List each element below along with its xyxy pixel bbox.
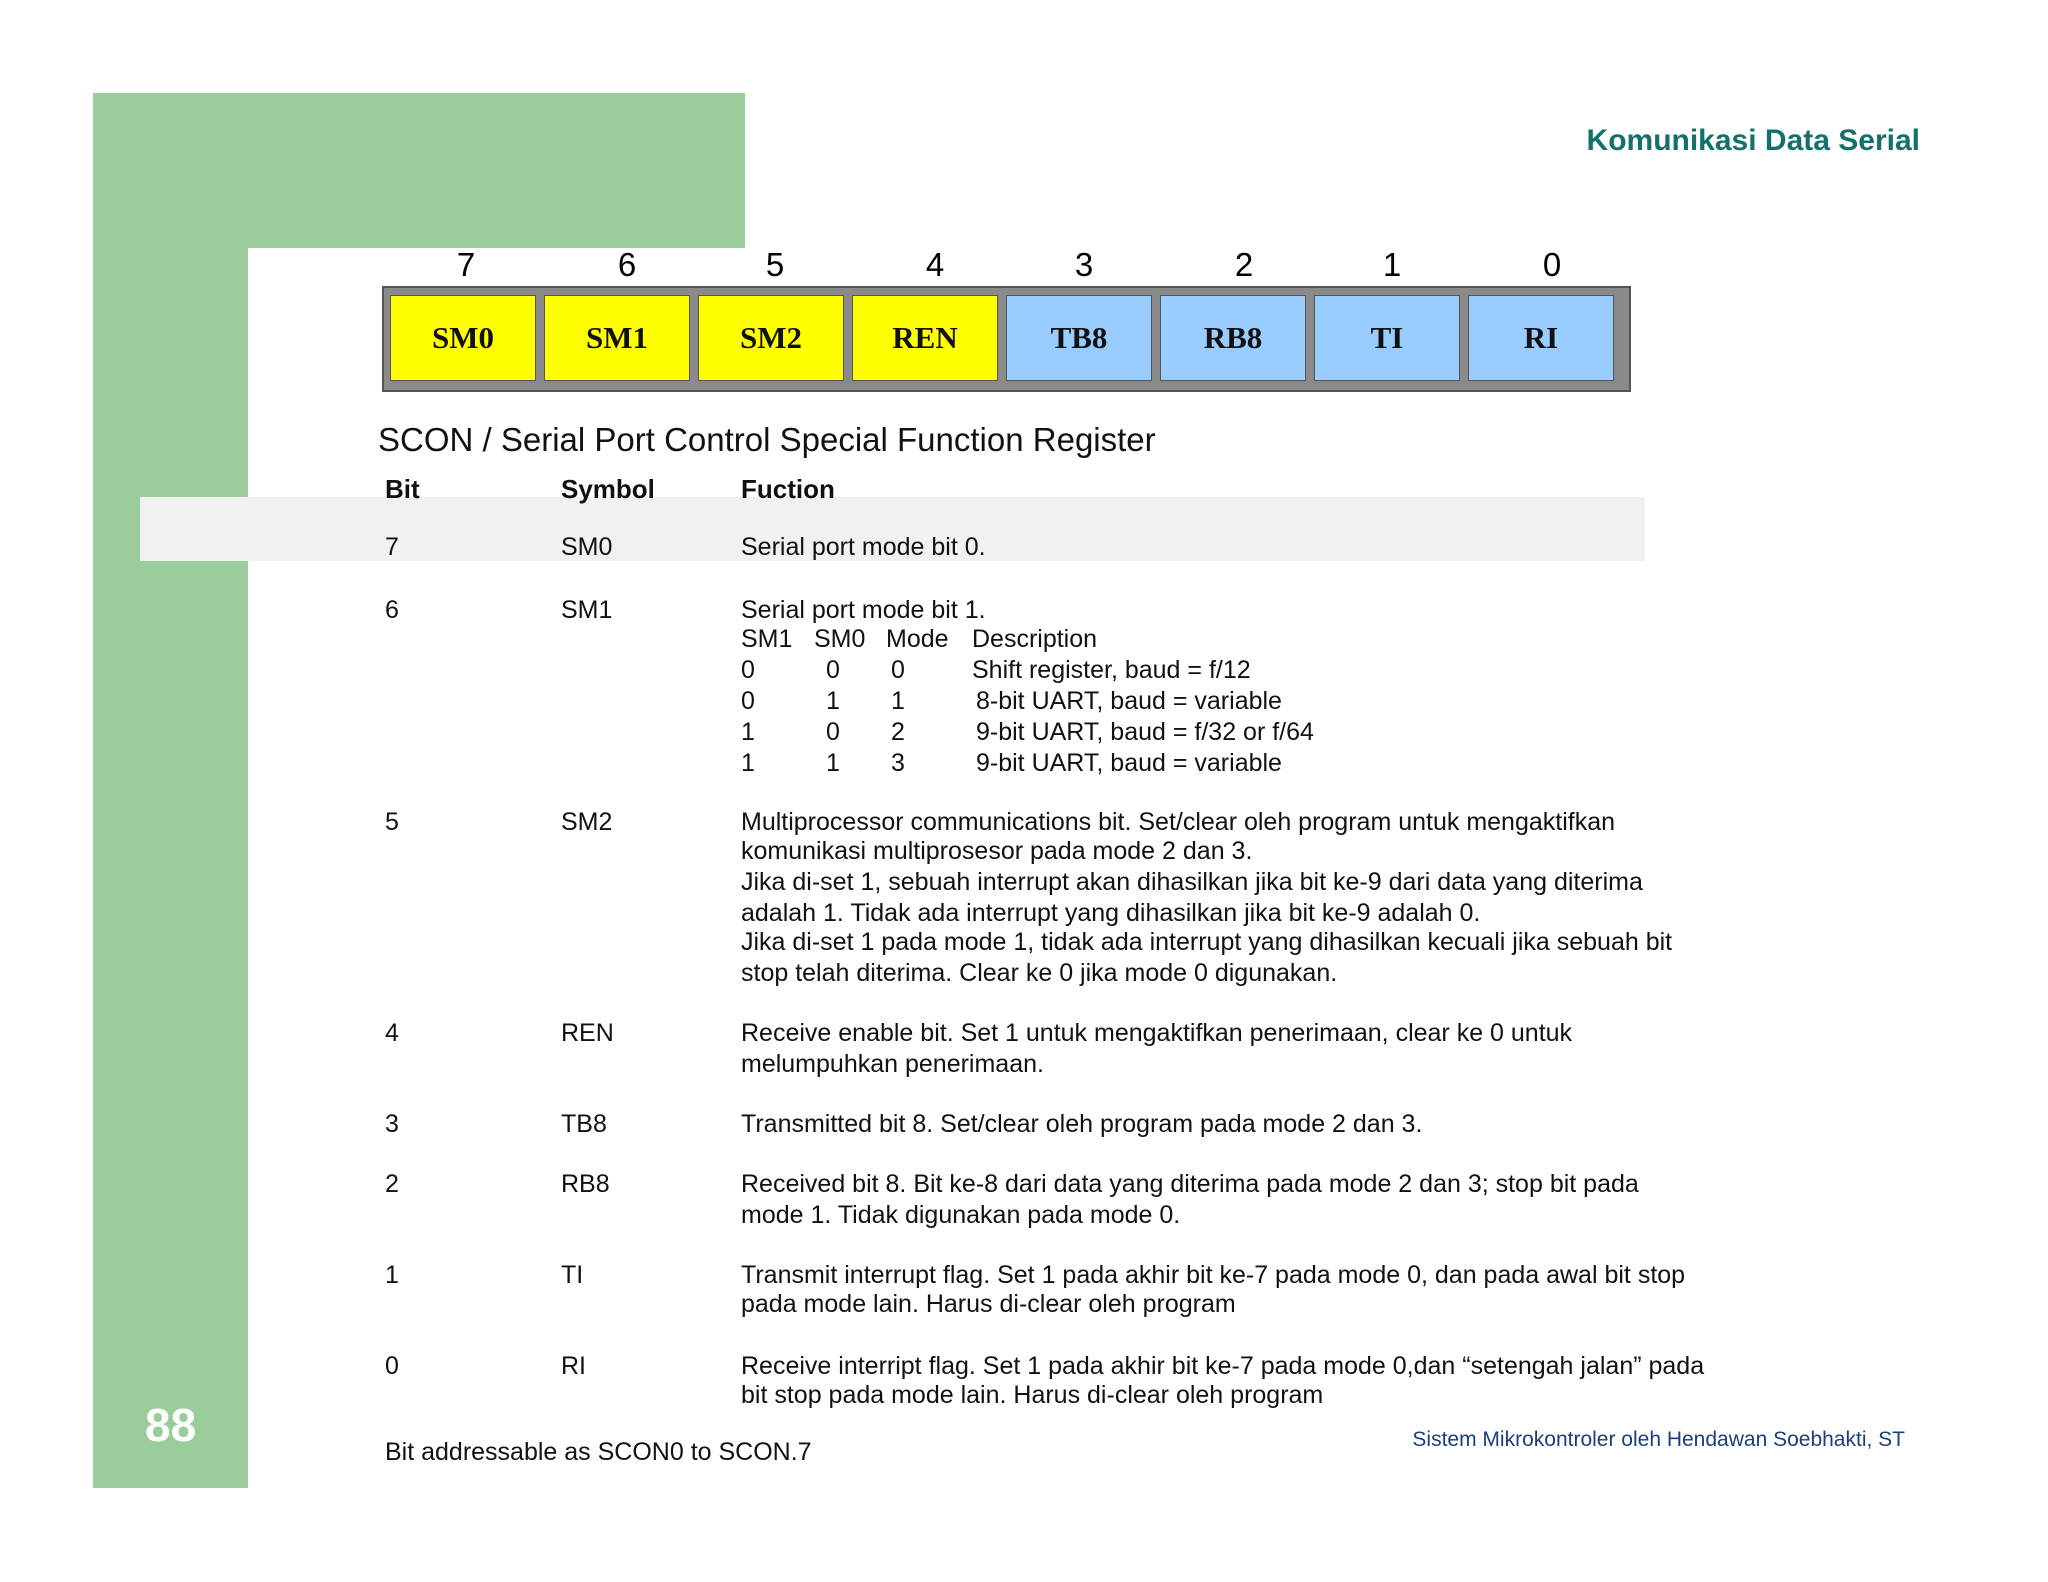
row-bit: 2 (385, 1170, 399, 1198)
mode-table-cell: 9-bit UART, baud = f/32 or f/64 (976, 718, 1314, 746)
row-symbol: RI (561, 1352, 586, 1380)
row-bit: 6 (385, 596, 399, 624)
row-symbol: SM2 (561, 808, 613, 836)
row-function-line: Multiprocessor communications bit. Set/clear oleh program untuk mengaktifkan (741, 808, 1616, 836)
register-cell-sm1: SM1 (544, 295, 690, 381)
row-symbol: TI (561, 1261, 584, 1289)
mode-table-row (741, 718, 1314, 749)
row-symbol: TB8 (561, 1110, 607, 1138)
row-function-line: komunikasi multiprosesor pada mode 2 dan 3. (741, 837, 1253, 865)
mode-table-cell: 1 (891, 687, 905, 715)
row-function-line: Receive interript flag. Set 1 pada akhir bit ke-7 pada mode 0,dan “setengah jalan” pada (741, 1352, 1705, 1380)
page-number: 88 (145, 1399, 197, 1451)
mode-table-cell: Shift register, baud = f/12 (972, 656, 1251, 684)
row-symbol: SM1 (561, 596, 613, 624)
row-function-line: melumpuhkan penerimaan. (741, 1050, 1044, 1078)
register-cell-sm0: SM0 (390, 295, 536, 381)
register-cell-ri: RI (1468, 295, 1614, 381)
register-cell-tb8: TB8 (1006, 295, 1152, 381)
register-cell-rb8: RB8 (1160, 295, 1306, 381)
bit-number: 5 (765, 246, 785, 283)
mode-table-cell: 9-bit UART, baud = variable (976, 749, 1282, 777)
row-bit: 5 (385, 808, 399, 836)
row-function-line: Jika di-set 1, sebuah interrupt akan dihasilkan jika bit ke-9 dari data yang diterima (741, 868, 1643, 896)
row-bit: 7 (385, 533, 399, 561)
column-header-symbol: Symbol (561, 474, 655, 504)
bit-number: 2 (1234, 246, 1254, 283)
row-function-line: Jika di-set 1 pada mode 1, tidak ada interrupt yang dihasilkan kecuali jika sebuah bit (741, 928, 1673, 956)
row-symbol: SM0 (561, 533, 613, 561)
mode-table-header: SM0 (814, 625, 866, 653)
section-title: SCON / Serial Port Control Special Function Register (378, 421, 1156, 458)
footer-credit: Sistem Mikrokontroler oleh Hendawan Soebhakti, ST (1412, 1428, 1905, 1451)
mode-table-cell: 0 (826, 718, 840, 746)
bit-number: 7 (456, 246, 476, 283)
bit-number: 3 (1074, 246, 1094, 283)
content-corner (248, 248, 348, 348)
mode-table-row (741, 656, 1314, 687)
row-function-line: bit stop pada mode lain. Harus di-clear oleh program (741, 1381, 1324, 1409)
row-function-line: mode 1. Tidak digunakan pada mode 0. (741, 1201, 1181, 1229)
mode-table-row (741, 749, 1314, 780)
scon-register-diagram (382, 286, 1631, 392)
register-cell-sm2: SM2 (698, 295, 844, 381)
row-function-line: Serial port mode bit 0. (741, 533, 986, 561)
row-function-line: stop telah diterima. Clear ke 0 jika mode 0 digunakan. (741, 959, 1338, 987)
mode-table-cell: 0 (741, 687, 755, 715)
row-function-line: Received bit 8. Bit ke-8 dari data yang diterima pada mode 2 dan 3; stop bit pada (741, 1170, 1639, 1198)
bit-number: 6 (617, 246, 637, 283)
mode-table-cell: 3 (891, 749, 905, 777)
column-header-bit: Bit (385, 474, 420, 504)
mode-table-cell: 8-bit UART, baud = variable (976, 687, 1282, 715)
mode-table-cell: 0 (826, 656, 840, 684)
row-function-line: Transmitted bit 8. Set/clear oleh program pada mode 2 dan 3. (741, 1110, 1423, 1138)
bit-number: 4 (925, 246, 945, 283)
mode-table (741, 625, 1314, 780)
row-function-line: adalah 1. Tidak ada interrupt yang dihasilkan jika bit ke-9 adalah 0. (741, 899, 1481, 927)
mode-table-cell: 1 (741, 718, 755, 746)
row-bit: 0 (385, 1352, 399, 1380)
decorative-pill-cap (140, 497, 204, 561)
row-function-line: pada mode lain. Harus di-clear oleh program (741, 1290, 1236, 1318)
mode-table-header: SM1 (741, 625, 793, 653)
row-function-line: Transmit interrupt flag. Set 1 pada akhir bit ke-7 pada mode 0, dan pada awal bit stop (741, 1261, 1686, 1289)
mode-table-header: Mode (886, 625, 949, 653)
slide-header-title: Komunikasi Data Serial (1586, 124, 1920, 157)
mode-table-cell: 1 (826, 749, 840, 777)
register-cell-ti: TI (1314, 295, 1460, 381)
footnote: Bit addressable as SCON0 to SCON.7 (385, 1438, 812, 1466)
mode-table-header-row (741, 625, 1314, 656)
row-bit: 4 (385, 1019, 399, 1047)
green-sidebar-band (93, 93, 248, 1488)
mode-table-cell: 0 (891, 656, 905, 684)
row-symbol: REN (561, 1019, 614, 1047)
row-function-line: Receive enable bit. Set 1 untuk mengaktifkan penerimaan, clear ke 0 untuk (741, 1019, 1573, 1047)
mode-table-header: Description (972, 625, 1098, 653)
bit-number: 0 (1542, 246, 1562, 283)
mode-table-cell: 0 (741, 656, 755, 684)
column-header-function: Fuction (741, 474, 835, 504)
mode-table-cell: 2 (891, 718, 905, 746)
row-function-line: Serial port mode bit 1. (741, 596, 986, 624)
bit-number: 1 (1382, 246, 1402, 283)
mode-table-cell: 1 (826, 687, 840, 715)
row-symbol: RB8 (561, 1170, 610, 1198)
mode-table-cell: 1 (741, 749, 755, 777)
mode-table-row (741, 687, 1314, 718)
row-bit: 3 (385, 1110, 399, 1138)
register-cell-ren: REN (852, 295, 998, 381)
green-top-band (93, 93, 745, 248)
row-bit: 1 (385, 1261, 399, 1289)
